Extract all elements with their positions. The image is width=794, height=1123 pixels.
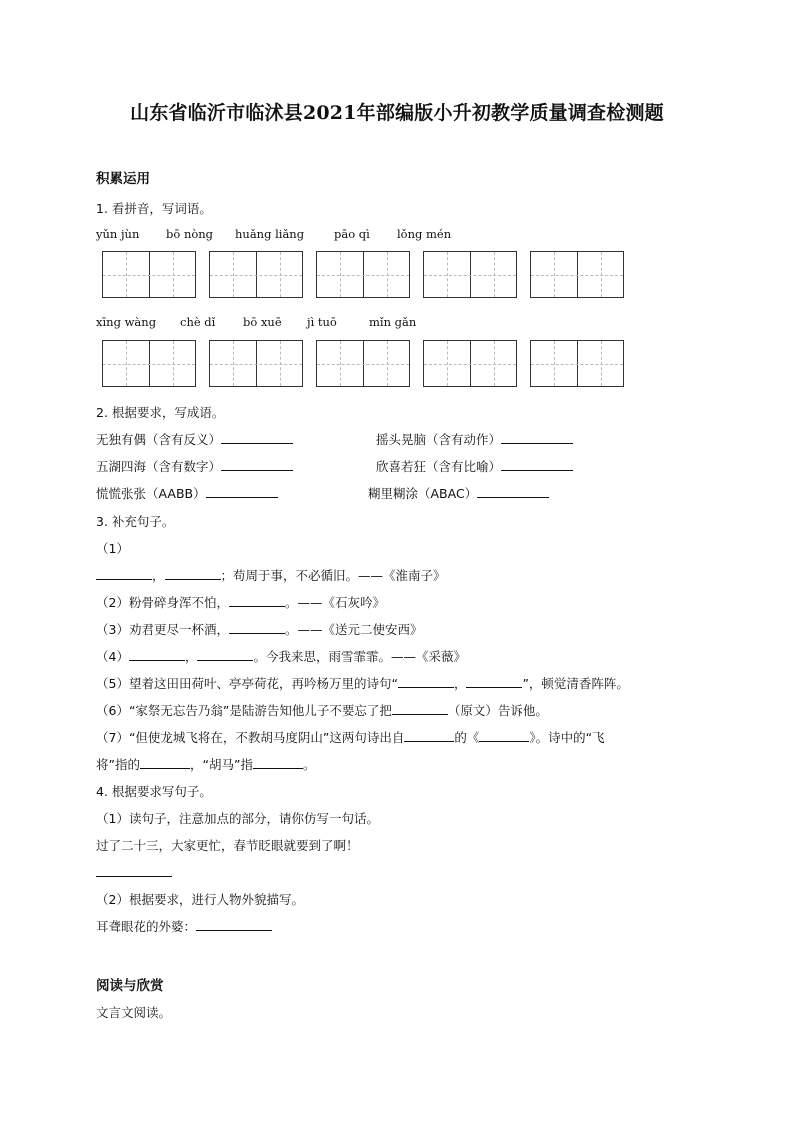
- writing-grid[interactable]: [209, 340, 303, 387]
- answer-blank[interactable]: [129, 648, 185, 661]
- question-2-prompt: 2. 根据要求，写成语。: [96, 405, 225, 420]
- answer-blank[interactable]: [392, 702, 448, 715]
- writing-grid[interactable]: [423, 340, 517, 387]
- sentence-fill-3: （3）劝君更尽一杯酒， 。——《送元二使安西》: [96, 622, 423, 637]
- answer-blank[interactable]: [165, 567, 221, 580]
- writing-grid[interactable]: [530, 340, 624, 387]
- idiom-item: 糊里糊涂（ABAC）: [368, 484, 549, 502]
- pinyin-7: chè dǐ: [180, 315, 216, 329]
- answer-blank[interactable]: [398, 675, 454, 688]
- answer-blank[interactable]: [197, 648, 253, 661]
- writing-grid[interactable]: [316, 251, 410, 298]
- description-prompt: 耳聋眼花的外婆：: [96, 917, 272, 935]
- answer-blank[interactable]: [221, 458, 293, 471]
- answer-blank[interactable]: [140, 756, 190, 769]
- answer-blank[interactable]: [501, 431, 573, 444]
- section-heading-accumulation: 积累运用: [96, 171, 150, 187]
- pinyin-2: bō nòng: [166, 227, 214, 241]
- sentence-fill-7-cont: 将”指的 ，“胡马”指 。: [96, 757, 316, 772]
- pinyin-5: lǒng mén: [397, 227, 452, 241]
- answer-blank[interactable]: [229, 594, 285, 607]
- answer-blank[interactable]: [206, 485, 278, 498]
- pinyin-3: huǎng liǎng: [235, 227, 305, 241]
- writing-grid[interactable]: [209, 251, 303, 298]
- answer-blank[interactable]: [221, 431, 293, 444]
- answer-blank[interactable]: [501, 458, 573, 471]
- sentence-fill-4: （4） ， 。今我来思，雨雪霏霏。——《采薇》: [96, 649, 466, 664]
- reading-prompt: 文言文阅读。: [96, 1005, 172, 1020]
- answer-blank[interactable]: [253, 756, 303, 769]
- question-1-prompt: 1. 看拼音，写词语。: [96, 201, 212, 216]
- idiom-item: 慌慌张张（AABB）: [96, 484, 278, 502]
- writing-grid[interactable]: [530, 251, 624, 298]
- answer-blank[interactable]: [479, 729, 529, 742]
- pinyin-10: mǐn gǎn: [369, 315, 417, 329]
- idiom-item: 五湖四海（含有数字）: [96, 457, 293, 475]
- answer-blank[interactable]: [404, 729, 454, 742]
- question-3-prompt: 3. 补充句子。: [96, 514, 175, 529]
- sub-question-1: （1）读句子，注意加点的部分，请你仿写一句话。: [96, 811, 379, 826]
- sentence-fill-5: （5）望着这田田荷叶、亭亭荷花，再吟杨万里的诗句“ ， ”，顿觉清香阵阵。: [96, 676, 629, 691]
- answer-blank[interactable]: [96, 567, 152, 580]
- idiom-item: 欣喜若狂（含有比喻）: [376, 457, 573, 475]
- sentence-fill-1: ， ；苟周于事，不必循旧。——《淮南子》: [96, 566, 446, 584]
- writing-grid[interactable]: [102, 251, 196, 298]
- section-heading-reading: 阅读与欣赏: [96, 978, 164, 994]
- answer-blank[interactable]: [477, 485, 549, 498]
- question-4-prompt: 4. 根据要求写句子。: [96, 784, 212, 799]
- sentence-fill-6: （6）“家祭无忘告乃翁”是陆游告知他儿子不要忘了把 （原文）告诉他。: [96, 703, 548, 718]
- pinyin-9: jì tuō: [307, 315, 337, 329]
- pinyin-8: bō xuē: [243, 315, 282, 329]
- answer-line[interactable]: [96, 876, 172, 877]
- writing-grid[interactable]: [102, 340, 196, 387]
- sub-question-2: （2）根据要求，进行人物外貌描写。: [96, 892, 304, 907]
- answer-blank[interactable]: [229, 621, 285, 634]
- example-sentence: 过了二十三，大家更忙，春节眨眼就要到了啊！: [96, 838, 359, 853]
- answer-blank[interactable]: [466, 675, 522, 688]
- writing-grid[interactable]: [316, 340, 410, 387]
- page-title: 山东省临沂市临沭县2021年部编版小升初教学质量调查检测题: [130, 102, 664, 124]
- pinyin-1: yǔn jùn: [96, 227, 140, 241]
- idiom-item: 无独有偶（含有反义）: [96, 430, 293, 448]
- pinyin-6: xīng wàng: [96, 315, 157, 329]
- answer-blank[interactable]: [196, 918, 272, 931]
- sentence-fill-7: （7）“但使龙城飞将在，不教胡马度阴山”这两句诗出自 的《 》。诗中的“飞: [96, 730, 605, 745]
- writing-grid[interactable]: [423, 251, 517, 298]
- sentence-fill-2: （2）粉骨碎身浑不怕， 。——《石灰吟》: [96, 595, 385, 610]
- pinyin-4: pāo qì: [334, 227, 370, 241]
- sub-question-number: （1）: [96, 541, 129, 556]
- idiom-item: 摇头晃脑（含有动作）: [376, 430, 573, 448]
